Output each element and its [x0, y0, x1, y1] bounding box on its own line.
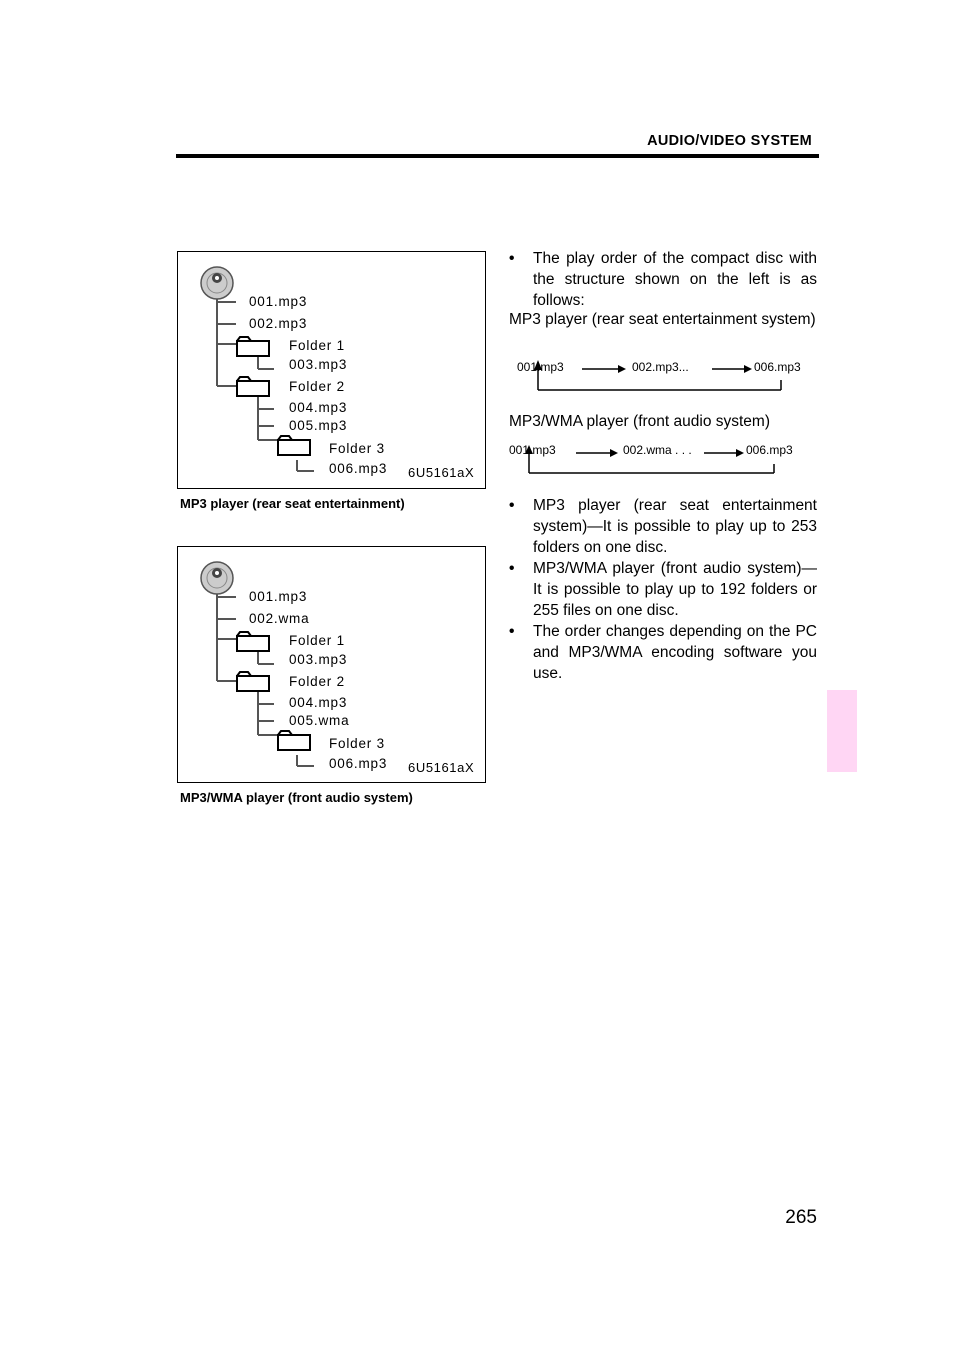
flow-item: 002.wma . . .: [623, 443, 692, 457]
folder-tree-diagram-rear: [177, 251, 486, 489]
intro-bullet: [509, 248, 817, 311]
rear-player-heading: MP3 player (rear seat entertainment system): [509, 311, 816, 328]
tree-file-label: 001.mp3: [249, 294, 308, 309]
section-title: AUDIO/VIDEO SYSTEM: [647, 133, 812, 149]
flow-item: 001.mp3: [509, 443, 556, 457]
disc-icon: [199, 560, 235, 596]
front-player-heading: MP3/WMA player (front audio system): [509, 413, 770, 430]
figure-code: 6U5161aX: [408, 760, 475, 775]
section-tab-marker: [827, 690, 857, 772]
tree-file-label: 002.mp3: [249, 316, 308, 331]
bullet-dot: •: [509, 623, 515, 640]
tree-folder-label: Folder 2: [289, 379, 345, 394]
tree-file-label: 004.mp3: [289, 400, 348, 415]
bullet-dot: •: [509, 250, 515, 267]
folder-icon: [234, 631, 274, 653]
tree-file-label: 004.mp3: [289, 695, 348, 710]
flow-item: 001.mp3: [517, 360, 564, 374]
note-text: The order changes depending on the PC and MP3/WMA encoding software you use.: [533, 623, 817, 682]
tree-folder-label: Folder 3: [329, 736, 385, 751]
tree-file-label: 003.mp3: [289, 357, 348, 372]
folder-icon: [234, 336, 274, 358]
flow-item: 006.mp3: [746, 443, 793, 457]
note-bullet: [509, 621, 817, 684]
tree-folder-label: Folder 2: [289, 674, 345, 689]
figure-code: 6U5161aX: [408, 465, 475, 480]
note-bullet: [509, 558, 817, 621]
play-order-flow-front: [500, 439, 820, 479]
tree-file-label: 005.wma: [289, 713, 350, 728]
tree-file-label: 005.mp3: [289, 418, 348, 433]
tree-folder-label: Folder 1: [289, 633, 345, 648]
folder-icon: [275, 730, 315, 752]
tree-file-label: 003.mp3: [289, 652, 348, 667]
tree-file-label: 002.wma: [249, 611, 310, 626]
note-text: MP3 player (rear seat entertainment system)—It is possible to play up to 253 folders on one disc.: [533, 497, 817, 556]
folder-icon: [234, 671, 274, 693]
tree-folder-label: Folder 1: [289, 338, 345, 353]
bullet-dot: •: [509, 560, 515, 577]
tree-file-label: 006.mp3: [329, 461, 388, 476]
flow-item: 006.mp3: [754, 360, 801, 374]
tree-file-label: 001.mp3: [249, 589, 308, 604]
disc-icon: [199, 265, 235, 301]
play-order-flow-rear: [500, 356, 820, 396]
folder-icon: [234, 376, 274, 398]
intro-text: The play order of the compact disc with the structure shown on the left is as follows:: [533, 250, 817, 309]
tree-folder-label: Folder 3: [329, 441, 385, 456]
header-rule: [176, 154, 819, 158]
figure-caption: MP3 player (rear seat entertainment): [180, 496, 405, 511]
page-number: 265: [785, 1207, 817, 1228]
flow-item: 002.mp3...: [632, 360, 689, 374]
folder-icon: [275, 435, 315, 457]
folder-tree-diagram-front: [177, 546, 486, 783]
tree-file-label: 006.mp3: [329, 756, 388, 771]
figure-caption: MP3/WMA player (front audio system): [180, 790, 413, 805]
bullet-dot: •: [509, 497, 515, 514]
note-text: MP3/WMA player (front audio system)—It is possible to play up to 192 folders or 255 files on one disc.: [533, 560, 817, 619]
note-bullet: [509, 495, 817, 558]
